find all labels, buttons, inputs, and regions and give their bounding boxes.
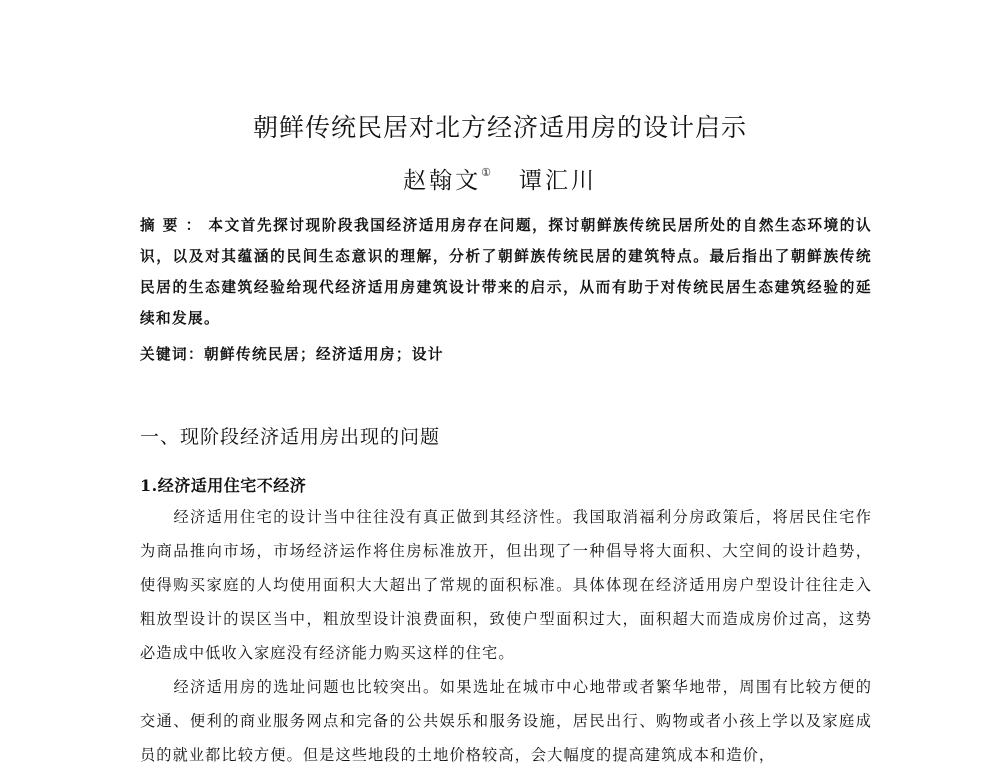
paper-title: 朝鲜传统民居对北方经济适用房的设计启示 bbox=[252, 113, 747, 142]
author-line bbox=[0, 162, 1000, 195]
subsection-heading: 1.经济适用住宅不经济 bbox=[140, 476, 307, 495]
keywords-label: 关键词： bbox=[140, 346, 204, 363]
body-paragraph: 经济适用房的选址问题也比较突出。如果选址在城市中心地带或者繁华地带，周围有比较方便的交通、便利的商业服务网点和完备的公共娱乐和服务设施，居民出行、购物或者小孩上学以及家庭成员的就业都比较方便。但是这些地段的土地价格较高，会大幅度的提高建筑成本和造价， bbox=[140, 678, 872, 764]
keywords bbox=[140, 343, 872, 364]
abstract bbox=[140, 210, 872, 334]
body-text bbox=[140, 500, 872, 772]
author-name: 谭汇川 bbox=[518, 168, 597, 194]
author-name: 赵翰文 bbox=[403, 168, 482, 194]
keywords-text: 朝鲜传统民居；经济适用房；设计 bbox=[203, 346, 444, 363]
abstract-text: 本文首先探讨现阶段我国经济适用房存在问题，探讨朝鲜族传统民居所处的自然生态环境的认识，以及对其蕴涵的民间生态意识的理解，分析了朝鲜族传统民居的建筑特点。最后指出了朝鲜族传统民居的生态建筑经验给现代经济适用房建筑设计带来的启示，从而有助于对传统民居生态建筑经验的延续和发展。 bbox=[140, 217, 872, 327]
abstract-label: 摘要： bbox=[140, 217, 209, 234]
author-footnote-marker: ① bbox=[481, 166, 491, 179]
section-heading: 一、现阶段经济适用房出现的问题 bbox=[140, 426, 441, 448]
body-paragraph: 经济适用住宅的设计当中往往没有真正做到其经济性。我国取消福利分房政策后，将居民住宅作为商品推向市场，市场经济运作将住房标准放开，但出现了一种倡导将大面积、大空间的设计趋势，使得购买家庭的人均使用面积大大超出了常规的面积标准。具体体现在经济适用房户型设计往往走入粗放型设计的误区当中，粗放型设计浪费面积，致使户型面积过大，面积超大而造成房价过高，这势必造成中低收入家庭没有经济能力购买这样的住宅。 bbox=[140, 508, 872, 662]
